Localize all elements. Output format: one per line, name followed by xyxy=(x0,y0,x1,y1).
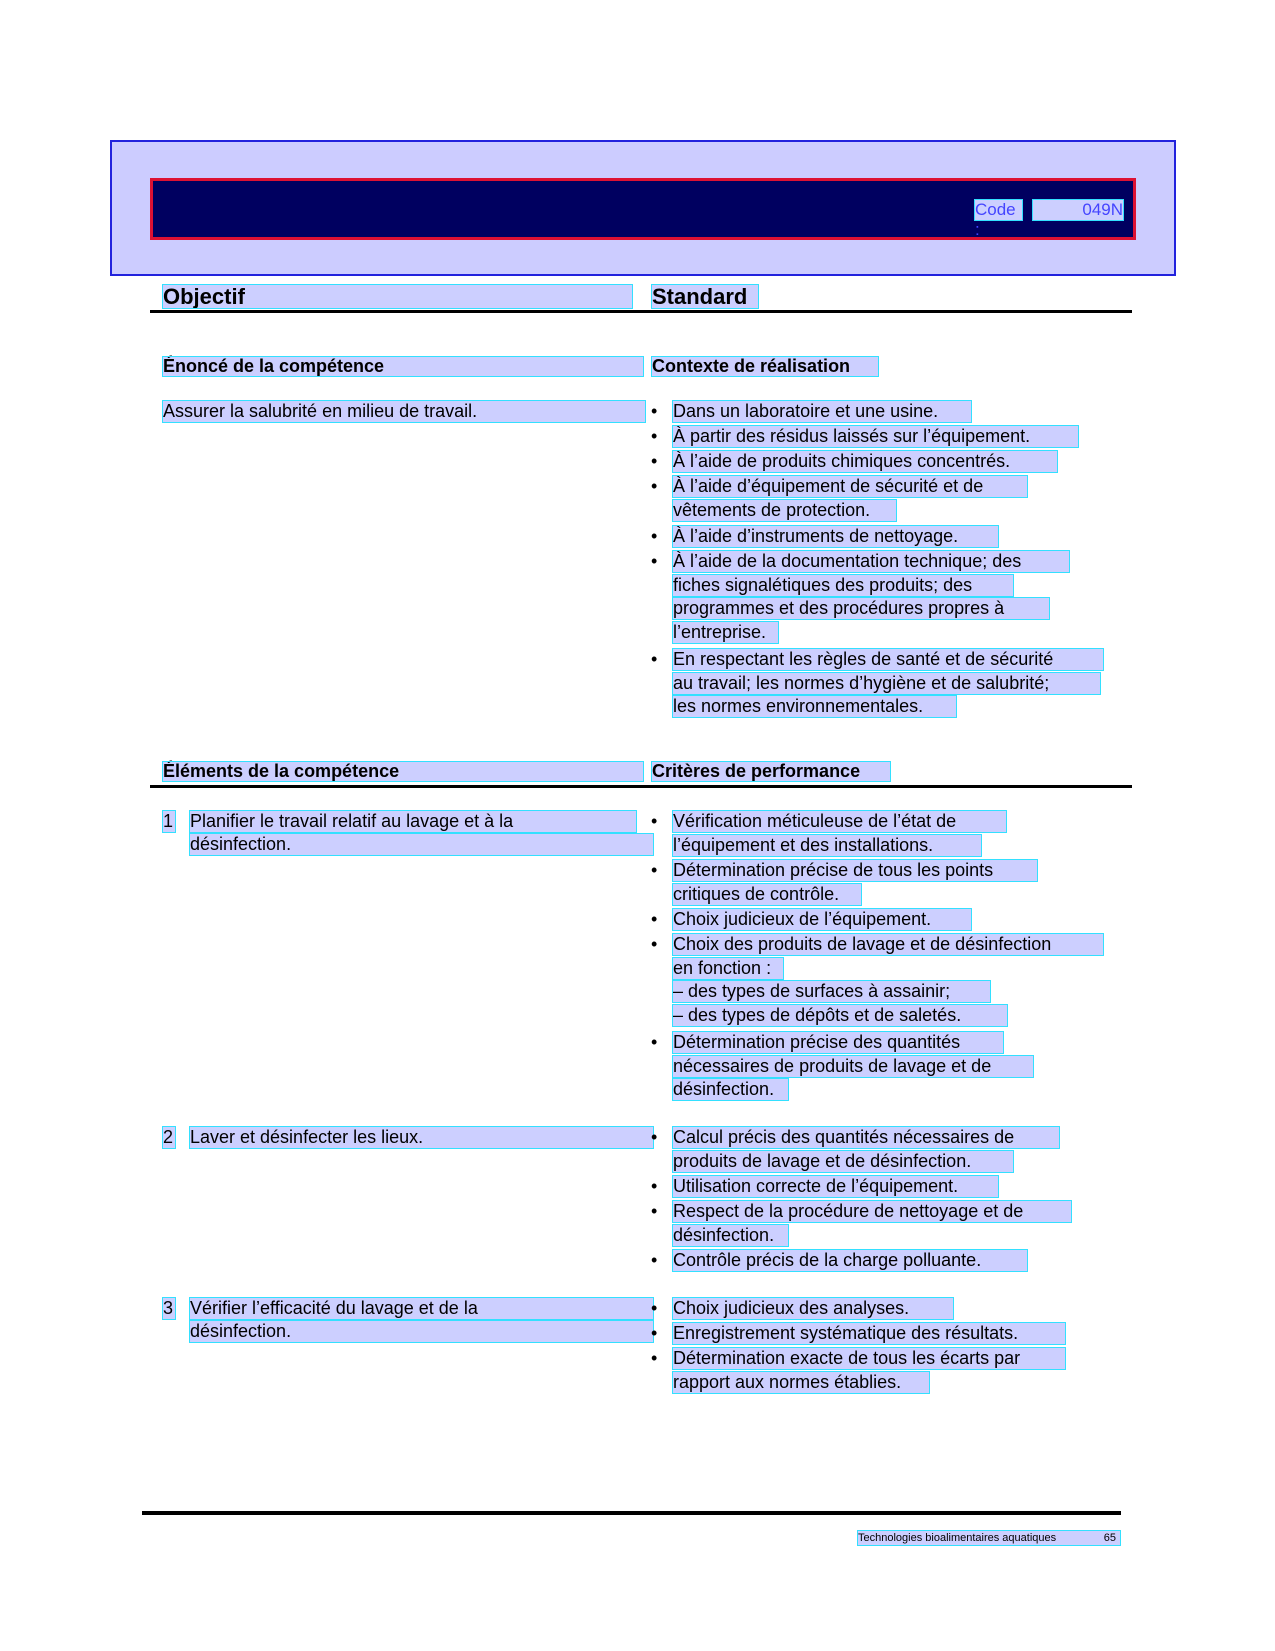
contexte-item: En respectant les règles de santé et de sécurité xyxy=(673,649,1103,670)
contexte-item: À l’aide de produits chimiques concentrés. xyxy=(673,451,1057,472)
criteria-item: Choix judicieux de l’équipement. xyxy=(673,909,971,930)
bullet-icon: • xyxy=(651,1032,658,1052)
contexte-item: les normes environnementales. xyxy=(673,696,956,717)
contexte-item: programmes et des procédures propres à xyxy=(673,598,1049,619)
criteria-sub-item xyxy=(673,981,990,1002)
footer-rule xyxy=(142,1511,1121,1515)
dash-icon: – xyxy=(673,1005,689,1025)
bullet-icon: • xyxy=(651,551,658,571)
bullet-icon: • xyxy=(651,426,658,446)
bullet-icon: • xyxy=(651,526,658,546)
bullet-icon: • xyxy=(651,1298,658,1318)
bullet-icon: • xyxy=(651,1127,658,1147)
criteria-item: Enregistrement systématique des résultats. xyxy=(673,1323,1065,1344)
criteria-item: produits de lavage et de désinfection. xyxy=(673,1151,1013,1172)
criteria-item: Respect de la procédure de nettoyage et de xyxy=(673,1201,1071,1222)
code-label-text: Code : xyxy=(975,200,1022,220)
criteria-item: nécessaires de produits de lavage et de xyxy=(673,1056,1033,1077)
objectif-heading: Objectif xyxy=(163,285,632,308)
footer xyxy=(858,1531,1120,1545)
criteria-item: Détermination précise de tous les points xyxy=(673,860,1037,881)
criteria-item: Contrôle précis de la charge polluante. xyxy=(673,1250,1027,1271)
elements-rule xyxy=(150,785,1132,788)
top-rule xyxy=(150,310,1132,313)
criteria-item: Détermination précise des quantités xyxy=(673,1032,1003,1053)
criteria-item: Choix des produits de lavage et de désinfection xyxy=(673,934,1103,955)
bullet-icon: • xyxy=(651,401,658,421)
criteria-item: désinfection. xyxy=(673,1225,788,1246)
element-line: Laver et désinfecter les lieux. xyxy=(190,1127,653,1148)
criteria-sub-item xyxy=(673,1005,1007,1026)
contexte-item: vêtements de protection. xyxy=(673,500,896,521)
criteria-item: désinfection. xyxy=(673,1079,788,1100)
criteria-item: Vérification méticuleuse de l’état de xyxy=(673,811,1006,832)
bullet-icon: • xyxy=(651,649,658,669)
bullet-icon: • xyxy=(651,1323,658,1343)
element-line: désinfection. xyxy=(190,1321,653,1342)
enonce-heading: Énoncé de la compétence xyxy=(163,357,643,376)
contexte-item: Dans un laboratoire et une usine. xyxy=(673,401,971,422)
element-number: 3 xyxy=(163,1298,174,1318)
bullet-icon: • xyxy=(651,1348,658,1368)
element-number: 2 xyxy=(163,1127,174,1147)
criteria-item: en fonction : xyxy=(673,958,783,979)
criteria-item: Détermination exacte de tous les écarts par xyxy=(673,1348,1065,1369)
criteria-item: l’équipement et des installations. xyxy=(673,835,981,856)
element-line: Vérifier l’efficacité du lavage et de la xyxy=(190,1298,653,1319)
bullet-icon: • xyxy=(651,934,658,954)
contexte-item: À l’aide de la documentation technique; des xyxy=(673,551,1069,572)
bullet-icon: • xyxy=(651,860,658,880)
code-label xyxy=(975,200,1123,239)
bullet-icon: • xyxy=(651,451,658,471)
contexte-heading: Contexte de réalisation xyxy=(652,357,878,376)
contexte-item: fiches signalétiques des produits; des xyxy=(673,575,1013,596)
contexte-item: À l’aide d’instruments de nettoyage. xyxy=(673,526,998,547)
bullet-icon: • xyxy=(651,811,658,831)
enonce-text: Assurer la salubrité en milieu de travail. xyxy=(163,401,645,422)
element-number: 1 xyxy=(163,811,174,831)
criteria-item: Calcul précis des quantités nécessaires de xyxy=(673,1127,1059,1148)
code-value: 049N xyxy=(1033,200,1123,220)
dash-icon: – xyxy=(673,981,689,1001)
criteria-item: Utilisation correcte de l’équipement. xyxy=(673,1176,998,1197)
standard-heading: Standard xyxy=(652,285,758,308)
elements-heading: Éléments de la compétence xyxy=(163,762,643,781)
criteria-item: rapport aux normes établies. xyxy=(673,1372,929,1393)
bullet-icon: • xyxy=(651,1176,658,1196)
element-line: désinfection. xyxy=(190,834,653,855)
bullet-icon: • xyxy=(651,1201,658,1221)
contexte-item: au travail; les normes d’hygiène et de salubrité; xyxy=(673,673,1100,694)
bullet-icon: • xyxy=(651,1250,658,1270)
criteria-item: critiques de contrôle. xyxy=(673,884,861,905)
criteria-sub-item-text: des types de dépôts et de saletés. xyxy=(688,1005,962,1025)
bullet-icon: • xyxy=(651,476,658,496)
footer-title: Technologies bioalimentaires aquatiques xyxy=(858,1532,1057,1544)
contexte-item: l’entreprise. xyxy=(673,622,778,643)
contexte-item: À l’aide d’équipement de sécurité et de xyxy=(673,476,1027,497)
footer-page: 65 xyxy=(1103,1532,1116,1544)
criteria-sub-item-text: des types de surfaces à assainir; xyxy=(688,981,951,1001)
element-line: Planifier le travail relatif au lavage et à la xyxy=(190,811,636,832)
criteres-heading: Critères de performance xyxy=(652,762,890,781)
bullet-icon: • xyxy=(651,909,658,929)
contexte-item: À partir des résidus laissés sur l’équipement. xyxy=(673,426,1078,447)
criteria-item: Choix judicieux des analyses. xyxy=(673,1298,953,1319)
